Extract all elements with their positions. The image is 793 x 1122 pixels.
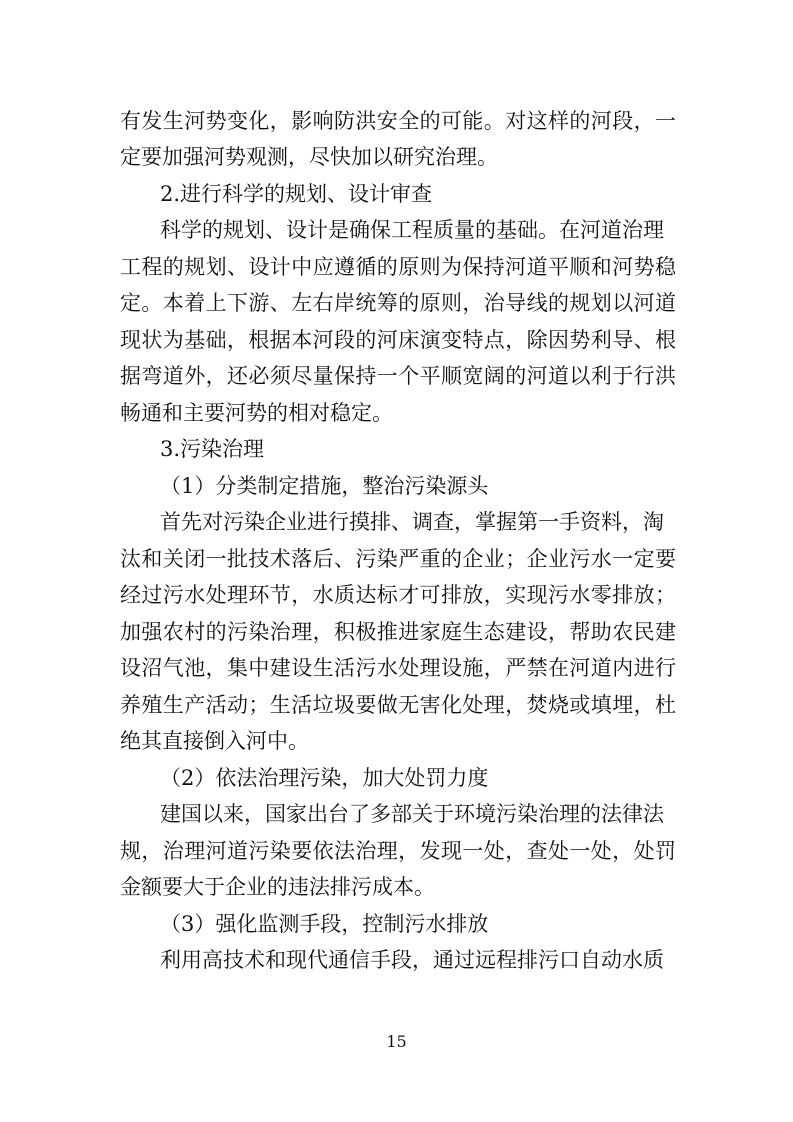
section-heading: 3.污染治理	[160, 437, 265, 461]
body-line: 汰和关闭一批技术落后、污染严重的企业；企业污水一定要	[120, 547, 676, 571]
body-line: 定。本着上下游、左右岸统筹的原则，治导线的规划以河道	[120, 291, 676, 315]
body-line: 设沼气池，集中建设生活污水处理设施，严禁在河道内进行	[120, 656, 676, 680]
body-line: 据弯道外，还必须尽量保持一个平顺宽阔的河道以利于行洪	[120, 364, 676, 388]
body-line: 工程的规划、设计中应遵循的原则为保持河道平顺和河势稳	[120, 255, 676, 279]
body-line-indented: 利用高技术和现代通信手段，通过远程排污口自动水质	[160, 948, 664, 972]
body-line: 定要加强河势观测，尽快加以研究治理。	[120, 145, 498, 169]
body-line-indented: 首先对污染企业进行摸排、调查，掌握第一手资料，淘	[160, 510, 664, 534]
body-line-indented: 科学的规划、设计是确保工程质量的基础。在河道治理	[160, 218, 664, 242]
body-line-indented: 建国以来，国家出台了多部关于环境污染治理的法律法	[160, 802, 664, 826]
subsection-heading: （2）依法治理污染，加大处罚力度	[160, 766, 489, 790]
subsection-heading: （1）分类制定措施，整治污染源头	[160, 474, 489, 498]
body-line: 畅通和主要河势的相对稳定。	[120, 401, 393, 425]
body-line: 规，治理河道污染要依法治理，发现一处，查处一处，处罚	[120, 839, 676, 863]
body-line: 有发生河势变化，影响防洪安全的可能。对这样的河段，一	[120, 109, 676, 133]
body-line: 现状为基础，根据本河段的河床演变特点，除因势利导、根	[120, 328, 676, 352]
body-line: 金额要大于企业的违法排污成本。	[120, 875, 435, 899]
subsection-heading: （3）强化监测手段，控制污水排放	[160, 912, 489, 936]
page-number: 15	[386, 1032, 407, 1051]
body-line: 加强农村的污染治理，积极推进家庭生态建设，帮助农民建	[120, 620, 676, 644]
section-heading: 2.进行科学的规划、设计审查	[160, 182, 433, 206]
body-line: 绝其直接倒入河中。	[120, 729, 309, 753]
body-line: 养殖生产活动；生活垃圾要做无害化处理，焚烧或填埋，杜	[120, 693, 676, 717]
body-line: 经过污水处理环节，水质达标才可排放，实现污水零排放；	[120, 583, 676, 607]
